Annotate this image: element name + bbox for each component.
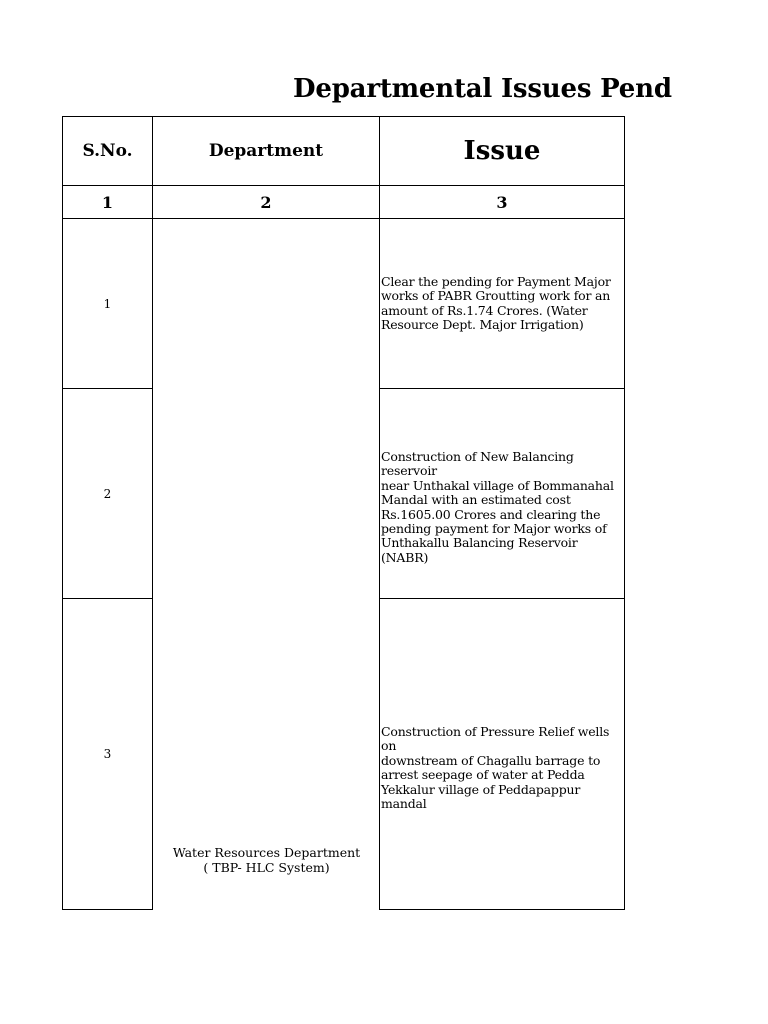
issue-line: works of PABR Groutting work for an [381, 288, 611, 304]
issue-line: Resource Dept. Major Irrigation) [381, 317, 584, 333]
column-number-2: 2 [260, 192, 272, 212]
issue-line: amount of Rs.1.74 Crores. (Water [381, 302, 588, 318]
column-number-1: 1 [101, 192, 114, 212]
row-2-sno: 2 [103, 486, 112, 501]
issue-line: pending payment for Major works of [381, 521, 607, 537]
row-3-sno: 3 [103, 747, 112, 761]
issue-line: Unthakallu Balancing Reservoir (NABR) [381, 535, 578, 565]
column-divider-sno [152, 116, 153, 910]
issue-line: Rs.1605.00 Crores and clearing the [381, 506, 601, 522]
issue-line: near Unthakal village of Bommanahal [381, 477, 614, 493]
row-3-issue [381, 725, 623, 811]
row-divider-2-issue [380, 598, 625, 599]
row-divider-1-issue [380, 388, 625, 389]
issue-line: Clear the pending for Payment Major [381, 274, 611, 289]
column-divider-department [379, 116, 380, 910]
row-1-issue [381, 275, 623, 333]
row-1-sno: 1 [103, 296, 112, 311]
department-cell [154, 845, 379, 875]
issue-line: Yekkalur village of Peddapappur mandal [381, 781, 581, 812]
table-border-bottom-issue [380, 909, 625, 910]
column-number-3: 3 [496, 192, 508, 212]
issue-line: downstream of Chagallu barrage to [381, 752, 601, 768]
issue-line: Mandal with an estimated cost [381, 492, 571, 508]
row-2-issue [381, 450, 623, 565]
header-department: Department [208, 141, 324, 161]
header-sno: S.No. [82, 141, 133, 161]
issue-line: Construction of Pressure Relief wells on [381, 724, 610, 754]
header-issue: Issue [463, 136, 541, 166]
page-title: Departmental Issues Pend [293, 74, 672, 104]
department-name: Water Resources Department [172, 845, 361, 860]
table-border-bottom-sno [62, 909, 153, 910]
issue-line: Construction of New Balancing reservoir [381, 449, 574, 479]
department-system: ( TBP- HLC System) [203, 860, 330, 875]
table-border-right [624, 116, 625, 910]
issue-line: arrest seepage of water at Pedda [381, 767, 585, 783]
